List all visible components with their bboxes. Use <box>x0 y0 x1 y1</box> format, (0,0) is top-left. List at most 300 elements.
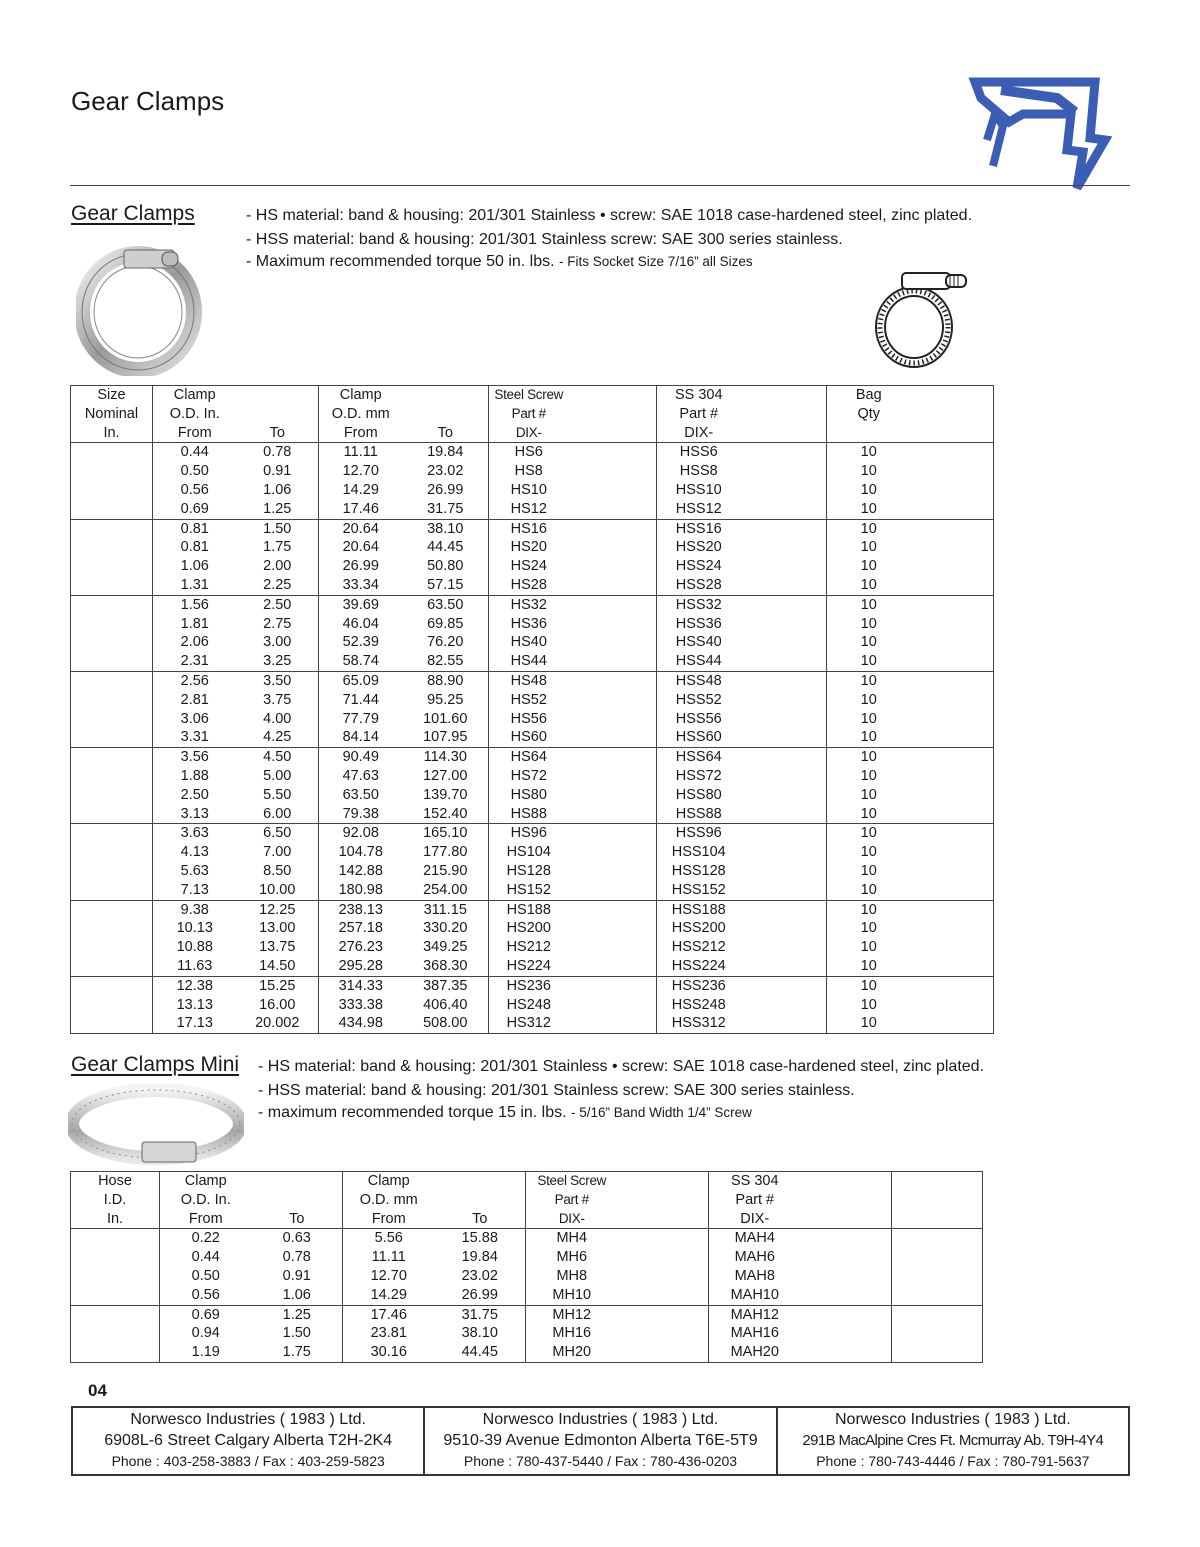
table-cell: 1.31 <box>153 576 237 595</box>
table-cell <box>569 462 657 481</box>
header-cell <box>252 1191 343 1210</box>
table-cell: 58.74 <box>319 652 403 671</box>
table-cell: 0.91 <box>252 1267 343 1286</box>
table-cell <box>71 462 153 481</box>
table-cell <box>911 862 994 881</box>
table-cell: 349.25 <box>403 938 489 957</box>
address: 6908L-6 Street Calgary Alberta T2H-2K4 <box>104 1432 393 1449</box>
table-cell: 69.85 <box>403 615 489 634</box>
table-cell: 10 <box>827 538 911 557</box>
table-cell: 0.94 <box>160 1324 252 1343</box>
table-row <box>71 843 994 862</box>
table-cell <box>618 1267 709 1286</box>
table-cell: 1.06 <box>237 481 319 500</box>
table-cell: 104.78 <box>319 843 403 862</box>
table-cell <box>569 824 657 843</box>
table-cell: 38.10 <box>435 1324 526 1343</box>
table-cell <box>71 1267 160 1286</box>
table-cell: HSS64 <box>657 748 741 767</box>
table-cell <box>741 728 827 747</box>
table-cell: 406.40 <box>403 996 489 1015</box>
table-cell: 11.63 <box>153 957 237 976</box>
table-cell: MH12 <box>526 1305 618 1324</box>
table-cell: 1.75 <box>237 538 319 557</box>
table-cell: 7.00 <box>237 843 319 862</box>
table-row <box>71 938 994 957</box>
table-cell <box>911 748 994 767</box>
header-cell: Clamp <box>153 386 237 405</box>
table-cell: HS12 <box>489 500 569 519</box>
table-cell <box>741 691 827 710</box>
header-cell: Steel Screw <box>526 1172 618 1191</box>
table-cell: HSS212 <box>657 938 741 957</box>
table-cell <box>892 1305 983 1324</box>
table-cell: HSS8 <box>657 462 741 481</box>
table-cell <box>911 595 994 614</box>
table-cell <box>71 767 153 786</box>
table-cell <box>618 1305 709 1324</box>
table-cell: 1.25 <box>237 500 319 519</box>
table-row <box>71 710 994 729</box>
table-cell: MAH12 <box>709 1305 801 1324</box>
header-cell: DIX- <box>657 424 741 443</box>
table-cell: 47.63 <box>319 767 403 786</box>
table-cell <box>71 976 153 995</box>
table-row <box>71 881 994 900</box>
table-cell <box>741 900 827 919</box>
table-cell: HSS96 <box>657 824 741 843</box>
header-cell <box>911 386 994 405</box>
table-cell: 6.50 <box>237 824 319 843</box>
table-cell <box>569 900 657 919</box>
table-cell: HSS28 <box>657 576 741 595</box>
table-cell <box>741 1014 827 1033</box>
table-cell <box>569 957 657 976</box>
gear-clamps-mini-table <box>70 1171 983 1363</box>
table-cell <box>569 728 657 747</box>
table-cell <box>911 710 994 729</box>
table-cell: 11.11 <box>343 1248 435 1267</box>
table-cell <box>569 786 657 805</box>
table-cell: 114.30 <box>403 748 489 767</box>
table-cell <box>71 710 153 729</box>
table-cell <box>569 576 657 595</box>
table-cell <box>741 710 827 729</box>
table-row <box>71 728 994 747</box>
table-cell <box>801 1229 892 1248</box>
table-cell: 15.88 <box>435 1229 526 1248</box>
footer-location-calgary <box>72 1407 424 1475</box>
table-cell: 10 <box>827 728 911 747</box>
table-cell: 257.18 <box>319 919 403 938</box>
table-cell <box>71 500 153 519</box>
table-cell: 10 <box>827 652 911 671</box>
table-cell: 0.91 <box>237 462 319 481</box>
table-cell: HS248 <box>489 996 569 1015</box>
table-cell: 5.00 <box>237 767 319 786</box>
table-cell: 5.63 <box>153 862 237 881</box>
table-cell: 13.75 <box>237 938 319 957</box>
table-cell <box>71 1248 160 1267</box>
table-cell: 7.13 <box>153 881 237 900</box>
table-cell <box>911 824 994 843</box>
table-cell <box>71 1343 160 1362</box>
table-cell: 52.39 <box>319 633 403 652</box>
table-cell <box>71 691 153 710</box>
header-cell: SS 304 <box>657 386 741 405</box>
table-cell <box>741 843 827 862</box>
spec-line-3-text: - Maximum recommended torque 50 in. lbs. <box>246 253 555 270</box>
table-row <box>71 1267 983 1286</box>
table-cell: 10 <box>827 595 911 614</box>
header-cell: Part # <box>709 1191 801 1210</box>
table-cell: HS96 <box>489 824 569 843</box>
table-row <box>71 1248 983 1267</box>
table-cell: 79.38 <box>319 805 403 824</box>
table-cell <box>741 671 827 690</box>
table-cell: 3.00 <box>237 633 319 652</box>
table-cell <box>911 1014 994 1033</box>
page-title: Gear Clamps <box>71 86 225 116</box>
table-cell: 10 <box>827 862 911 881</box>
header-cell <box>801 1191 892 1210</box>
header-cell: To <box>237 424 319 443</box>
table-cell: HS40 <box>489 633 569 652</box>
table-row <box>71 443 994 462</box>
table-cell <box>911 938 994 957</box>
table-cell: 330.20 <box>403 919 489 938</box>
table-cell <box>71 881 153 900</box>
table-cell: 65.09 <box>319 671 403 690</box>
table-cell <box>741 805 827 824</box>
table-row <box>71 1229 983 1248</box>
company-name: Norwesco Industries ( 1983 ) Ltd. <box>834 1411 1071 1428</box>
table-cell: HS104 <box>489 843 569 862</box>
table-cell: 20.64 <box>319 538 403 557</box>
header-cell: To <box>435 1210 526 1229</box>
table-cell: 1.19 <box>160 1343 252 1362</box>
table-cell <box>911 767 994 786</box>
header-cell <box>911 405 994 424</box>
table-cell: HS8 <box>489 462 569 481</box>
table-cell: MH8 <box>526 1267 618 1286</box>
table-cell <box>569 767 657 786</box>
table-cell: 4.00 <box>237 710 319 729</box>
table-cell <box>801 1324 892 1343</box>
table-cell <box>569 671 657 690</box>
table-cell: 10 <box>827 691 911 710</box>
header-cell: Part # <box>526 1191 618 1210</box>
phone-fax: Phone : 403-258-3883 / Fax : 403-259-5823 <box>111 1453 385 1469</box>
header-cell: Clamp <box>343 1172 435 1191</box>
table-cell: HSS88 <box>657 805 741 824</box>
table-cell: 1.50 <box>252 1324 343 1343</box>
table-cell: HSS48 <box>657 671 741 690</box>
table-cell: 76.20 <box>403 633 489 652</box>
table-cell <box>569 919 657 938</box>
table-row <box>71 1286 983 1305</box>
table-cell <box>569 595 657 614</box>
table-cell: 14.29 <box>319 481 403 500</box>
header-cell: SS 304 <box>709 1172 801 1191</box>
table-row <box>71 976 994 995</box>
table-cell: 368.30 <box>403 957 489 976</box>
table-row <box>71 500 994 519</box>
header-cell: From <box>319 424 403 443</box>
table-cell: 0.81 <box>153 538 237 557</box>
table-cell <box>71 728 153 747</box>
table-cell: 10 <box>827 443 911 462</box>
table-cell <box>71 805 153 824</box>
header-cell <box>569 405 657 424</box>
table-cell <box>741 881 827 900</box>
table-row <box>71 1014 994 1033</box>
header-cell <box>435 1191 526 1210</box>
mini-gear-clamp-photo <box>68 1084 244 1166</box>
header-cell: O.D. In. <box>160 1191 252 1210</box>
table-row <box>71 1324 983 1343</box>
table-cell <box>71 996 153 1015</box>
table-cell: 434.98 <box>319 1014 403 1033</box>
table-cell: 1.56 <box>153 595 237 614</box>
table-cell <box>71 519 153 538</box>
table-cell <box>618 1324 709 1343</box>
table-cell: HS20 <box>489 538 569 557</box>
table-cell: 4.25 <box>237 728 319 747</box>
table-cell <box>741 576 827 595</box>
table-cell: HSS224 <box>657 957 741 976</box>
table-cell: HSS236 <box>657 976 741 995</box>
table-cell <box>741 481 827 500</box>
table-cell: 0.44 <box>160 1248 252 1267</box>
table-cell: 0.50 <box>160 1267 252 1286</box>
table-cell: HSS248 <box>657 996 741 1015</box>
spec-line-1: - HS material: band & housing: 201/301 Stainless • screw: SAE 1018 case-hardened steel, zinc plated. <box>246 207 973 224</box>
table-cell: 2.00 <box>237 557 319 576</box>
table-row <box>71 805 994 824</box>
table-cell <box>71 443 153 462</box>
header-cell: From <box>160 1210 252 1229</box>
table-cell <box>569 481 657 500</box>
table-cell: 10 <box>827 615 911 634</box>
table-cell: 12.38 <box>153 976 237 995</box>
table-header-row <box>71 1210 983 1229</box>
table-cell: MH16 <box>526 1324 618 1343</box>
table-cell <box>569 691 657 710</box>
table-cell: 3.13 <box>153 805 237 824</box>
table-cell <box>71 615 153 634</box>
table-cell <box>569 938 657 957</box>
table-row <box>71 767 994 786</box>
header-cell <box>741 405 827 424</box>
table-cell: 10 <box>827 500 911 519</box>
table-cell: 20.64 <box>319 519 403 538</box>
table-cell <box>741 996 827 1015</box>
table-header-row <box>71 1191 983 1210</box>
header-cell <box>569 386 657 405</box>
table-cell: HSS12 <box>657 500 741 519</box>
table-cell: 23.02 <box>403 462 489 481</box>
table-cell: 1.88 <box>153 767 237 786</box>
table-cell: 10 <box>827 462 911 481</box>
table-cell: HS56 <box>489 710 569 729</box>
table-cell: 3.56 <box>153 748 237 767</box>
table-row <box>71 671 994 690</box>
table-cell <box>569 519 657 538</box>
header-cell <box>252 1172 343 1191</box>
table-cell: HS80 <box>489 786 569 805</box>
table-cell: HSS20 <box>657 538 741 557</box>
table-cell: 2.75 <box>237 615 319 634</box>
table-cell: 8.50 <box>237 862 319 881</box>
table-cell: MH20 <box>526 1343 618 1362</box>
table-cell: 10 <box>827 557 911 576</box>
table-cell: HSS72 <box>657 767 741 786</box>
table-cell <box>741 976 827 995</box>
table-cell: 38.10 <box>403 519 489 538</box>
header-cell: Steel Screw <box>489 386 569 405</box>
header-cell: Part # <box>657 405 741 424</box>
mini-spec-line-2: - HSS material: band & housing: 201/301 Stainless screw: SAE 300 series stainless. <box>258 1082 855 1099</box>
table-cell <box>618 1229 709 1248</box>
table-cell: HSS80 <box>657 786 741 805</box>
table-cell: HS128 <box>489 862 569 881</box>
table-cell: HSS60 <box>657 728 741 747</box>
table-cell: HS60 <box>489 728 569 747</box>
table-cell: 1.06 <box>252 1286 343 1305</box>
table-cell: HS44 <box>489 652 569 671</box>
table-cell <box>911 538 994 557</box>
table-cell <box>71 633 153 652</box>
table-cell: 9.38 <box>153 900 237 919</box>
phone-fax: Phone : 780-743-4446 / Fax : 780-791-5637 <box>816 1453 1090 1469</box>
table-cell: 3.63 <box>153 824 237 843</box>
table-row <box>71 748 994 767</box>
table-cell: 16.00 <box>237 996 319 1015</box>
table-cell <box>911 786 994 805</box>
table-cell: 92.08 <box>319 824 403 843</box>
table-cell <box>911 900 994 919</box>
table-cell: 44.45 <box>403 538 489 557</box>
table-cell <box>911 728 994 747</box>
table-cell: HSS16 <box>657 519 741 538</box>
table-cell <box>741 767 827 786</box>
table-cell: HS16 <box>489 519 569 538</box>
company-name: Norwesco Industries ( 1983 ) Ltd. <box>482 1411 719 1428</box>
table-cell: 10 <box>827 919 911 938</box>
table-cell: MAH16 <box>709 1324 801 1343</box>
table-cell <box>569 996 657 1015</box>
table-row <box>71 652 994 671</box>
table-cell: 314.33 <box>319 976 403 995</box>
table-cell: 4.13 <box>153 843 237 862</box>
table-cell: 5.50 <box>237 786 319 805</box>
table-cell <box>911 881 994 900</box>
table-cell: HS72 <box>489 767 569 786</box>
header-cell <box>801 1172 892 1191</box>
table-cell <box>741 786 827 805</box>
table-cell: 215.90 <box>403 862 489 881</box>
table-cell <box>71 652 153 671</box>
table-cell: 12.70 <box>319 462 403 481</box>
table-cell <box>71 595 153 614</box>
table-header-row <box>71 1172 983 1191</box>
table-cell: 4.50 <box>237 748 319 767</box>
table-cell: 13.00 <box>237 919 319 938</box>
table-cell <box>569 443 657 462</box>
table-cell: 10 <box>827 938 911 957</box>
table-row <box>71 824 994 843</box>
table-cell: 10 <box>827 767 911 786</box>
header-cell: O.D. mm <box>343 1191 435 1210</box>
table-cell: 139.70 <box>403 786 489 805</box>
table-cell: HS6 <box>489 443 569 462</box>
table-cell: MH4 <box>526 1229 618 1248</box>
table-cell <box>569 500 657 519</box>
table-cell: 10.00 <box>237 881 319 900</box>
table-cell: 95.25 <box>403 691 489 710</box>
table-row <box>71 633 994 652</box>
table-cell: 10.88 <box>153 938 237 957</box>
mini-spec-line-1: - HS material: band & housing: 201/301 Stainless • screw: SAE 1018 case-hardened steel, zinc plated. <box>258 1058 985 1075</box>
table-cell <box>741 443 827 462</box>
table-cell: 17.46 <box>319 500 403 519</box>
table-cell <box>71 1286 160 1305</box>
table-cell: 311.15 <box>403 900 489 919</box>
header-cell <box>618 1191 709 1210</box>
table-cell <box>741 824 827 843</box>
table-cell: 57.15 <box>403 576 489 595</box>
table-cell: MH10 <box>526 1286 618 1305</box>
table-cell: HS188 <box>489 900 569 919</box>
table-cell: 2.31 <box>153 652 237 671</box>
table-cell: 142.88 <box>319 862 403 881</box>
table-cell: 19.84 <box>435 1248 526 1267</box>
table-cell: MAH10 <box>709 1286 801 1305</box>
header-cell <box>403 386 489 405</box>
table-cell <box>741 938 827 957</box>
header-cell: In. <box>71 424 153 443</box>
header-cell <box>618 1172 709 1191</box>
table-cell: HSS24 <box>657 557 741 576</box>
table-row <box>71 919 994 938</box>
table-cell <box>569 748 657 767</box>
table-cell: 0.69 <box>153 500 237 519</box>
header-cell: From <box>153 424 237 443</box>
table-cell <box>892 1248 983 1267</box>
table-cell: 152.40 <box>403 805 489 824</box>
spec-line-3 <box>246 253 753 271</box>
table-cell: 2.50 <box>153 786 237 805</box>
gear-clamps-table <box>70 385 994 1034</box>
table-cell: HSS56 <box>657 710 741 729</box>
table-cell: HSS10 <box>657 481 741 500</box>
table-cell <box>71 576 153 595</box>
table-cell: HSS128 <box>657 862 741 881</box>
table-cell <box>71 1305 160 1324</box>
table-cell <box>71 824 153 843</box>
table-cell <box>911 957 994 976</box>
table-cell: 0.69 <box>160 1305 252 1324</box>
table-row <box>71 519 994 538</box>
table-cell: HS10 <box>489 481 569 500</box>
table-cell: 3.50 <box>237 671 319 690</box>
table-cell <box>911 919 994 938</box>
table-cell: HSS312 <box>657 1014 741 1033</box>
table-cell: 26.99 <box>403 481 489 500</box>
table-cell: MAH4 <box>709 1229 801 1248</box>
table-cell <box>741 557 827 576</box>
